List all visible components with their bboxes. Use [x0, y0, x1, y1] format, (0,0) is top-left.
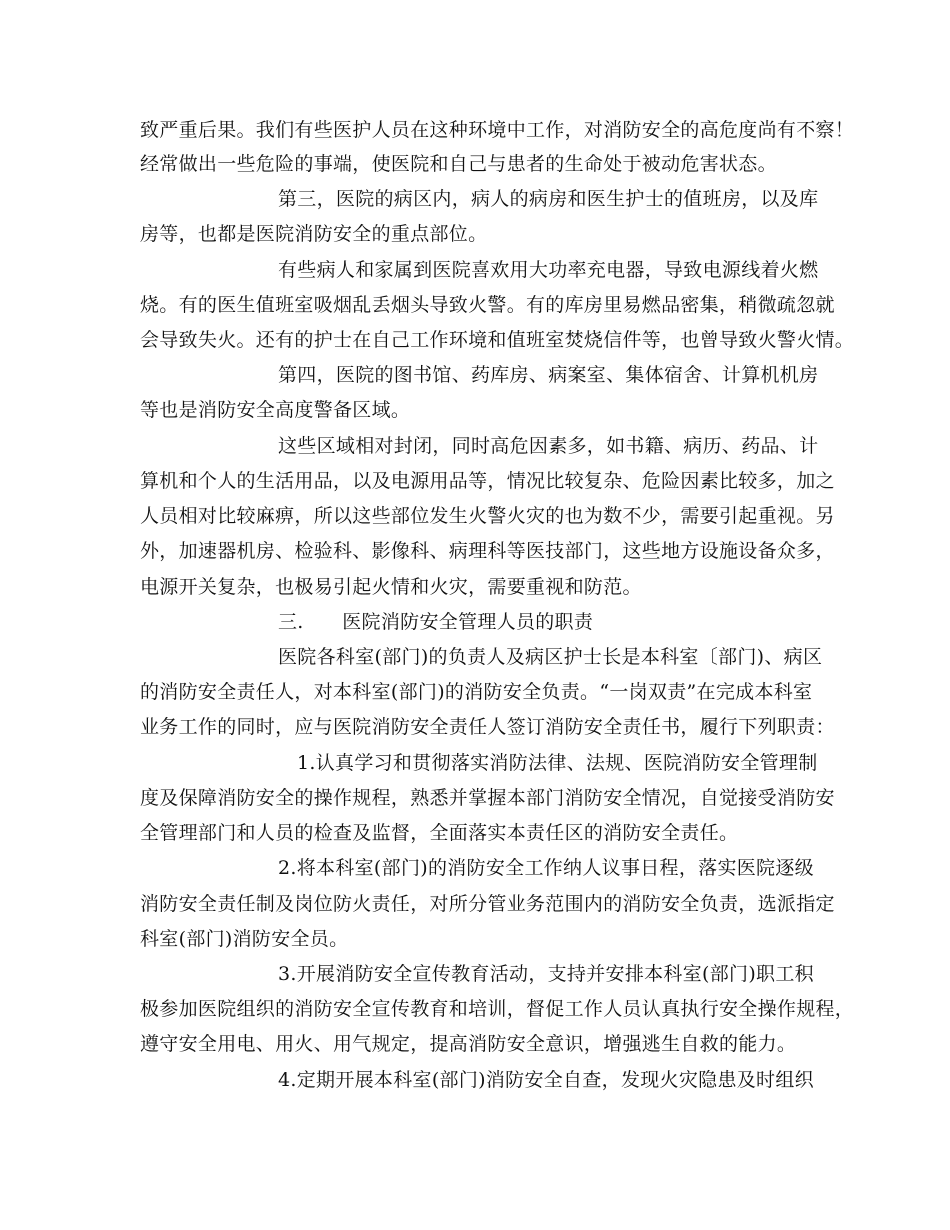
text-line: 度及保障消防安全的操作规程，熟悉并掌握本部门消防安全情况，自觉接受消防安	[140, 787, 835, 809]
text-line: 经常做出一些危险的事端，使医院和自己与患者的生命处于被动危害状态。	[140, 153, 777, 175]
text-line: 电源开关复杂，也极易引起火情和火灾，需要重视和防范。	[140, 576, 642, 598]
list-item-start-line: 3.开展消防安全宣传教育活动，支持并安排本科室(部门)职工积	[278, 963, 814, 985]
text-line: 烧。有的医生值班室吸烟乱丢烟头导致火警。有的库房里易燃品密集，稍微疏忽就	[140, 294, 835, 316]
text-line: 消防安全责任制及岗位防火责任，对所分管业务范围内的消防安全负责，选派指定	[140, 893, 835, 915]
paragraph-start-line: 这些区域相对封闭，同时高危因素多，如书籍、病历、药品、计	[278, 435, 819, 457]
text-line: 极参加医院组织的消防安全宣传教育和培训，督促工作人员认真执行安全操作规程，	[140, 998, 855, 1020]
text-line: 会导致失火。还有的护士在自己工作环境和值班室焚烧信件等，也曾导致火警火情。	[140, 329, 855, 351]
list-item-start-line: 4.定期开展本科室(部门)消防安全自查，发现火灾隐患及时组织	[278, 1069, 814, 1091]
text-line: 致严重后果。我们有些医护人员在这种环境中工作，对消防安全的高危度尚有不察！	[140, 119, 855, 141]
paragraph-start-line: 医院各科室(部门)的负责人及病区护士长是本科室〔部门)、病区	[278, 646, 823, 668]
text-line: 的消防安全责任人，对本科室(部门)的消防安全负责。“一岗双责”在完成本科室	[140, 681, 813, 703]
text-line: 人员相对比较麻痹，所以这些部位发生火警火灾的也为数不少，需要引起重视。另	[140, 505, 835, 527]
section-heading: 三. 医院消防安全管理人员的职责	[278, 611, 594, 633]
paragraph-start-line: 第四，医院的图书馆、药库房、病案室、集体宿舍、计算机机房	[278, 364, 819, 386]
text-line: 房等，也都是医院消防安全的重点部位。	[140, 223, 488, 245]
list-item-start-line: 2.将本科室(部门)的消防安全工作纳人议事日程，落实医院逐级	[278, 857, 814, 879]
list-item-start-line: 1.认真学习和贯彻落实消防法律、法规、医院消防安全管理制	[297, 752, 818, 774]
text-line: 业务工作的同时，应与医院消防安全责任人签订消防安全责任书，履行下列职责：	[140, 716, 835, 738]
text-line: 外，加速器机房、检验科、影像科、病理科等医技部门，这些地方设施设备众多，	[140, 540, 835, 562]
text-line: 等也是消防安全高度警备区域。	[140, 399, 411, 421]
paragraph-start-line: 有些病人和家属到医院喜欢用大功率充电器，导致电源线着火燃	[278, 259, 819, 281]
text-line: 全管理部门和人员的检查及监督，全面落实本责任区的消防安全责任。	[140, 822, 739, 844]
text-line: 算机和个人的生活用品，以及电源用品等，情况比较复杂、危险因素比较多，加之	[140, 470, 835, 492]
text-line: 科室(部门)消防安全员。	[140, 928, 349, 950]
text-line: 遵守安全用电、用火、用气规定，提高消防安全意识，增强逃生自救的能力。	[140, 1033, 797, 1055]
paragraph-start-line: 第三，医院的病区内，病人的病房和医生护士的值班房，以及库	[278, 188, 819, 210]
